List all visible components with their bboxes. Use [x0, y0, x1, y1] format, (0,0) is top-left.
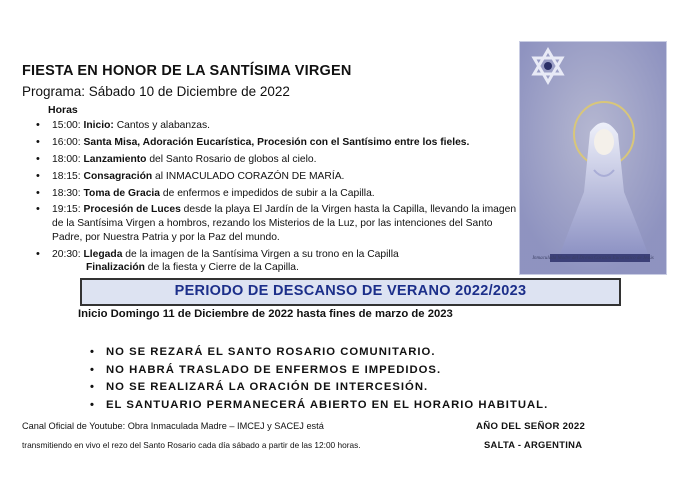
schedule-item: • 16:00: Santa Misa, Adoración Eucarística, Procesión con el Santísimo entre los fieles. — [34, 136, 519, 150]
notice-list — [90, 344, 548, 414]
schedule-item: • 18:00: Lanzamiento del Santo Rosario de globos al cielo. — [34, 153, 519, 167]
notice-item: • NO HABRÁ TRASLADO DE ENFERMOS E IMPEDIDOS. — [90, 362, 548, 380]
schedule-item: • 18:15: Consagración al INMACULADO CORAZÓN DE MARÍA. — [34, 170, 519, 184]
broadcast-note: transmitiendo en vivo el rezo del Santo Rosario cada día sábado a partir de las 12:00 horas. — [22, 440, 361, 450]
schedule-item: • 18:30: Toma de Gracia de enfermos e impedidos de subir a la Capilla. — [34, 187, 519, 201]
notice-item: • NO SE REALIZARÁ LA ORACIÓN DE INTERCESIÓN. — [90, 379, 548, 397]
location-label: SALTA - ARGENTINA — [484, 439, 583, 450]
schedule-item-final: Finalización de la fiesta y Cierre de la Capilla. — [86, 262, 299, 274]
virgin-statue-icon — [520, 42, 666, 274]
year-label: AÑO DEL SEÑOR 2022 — [476, 421, 586, 432]
notice-item: • NO SE REZARÁ EL SANTO ROSARIO COMUNITARIO. — [90, 344, 548, 362]
notice-item: • EL SANTUARIO PERMANECERÁ ABIERTO EN EL HORARIO HABITUAL. — [90, 397, 548, 415]
banner-title: PERIODO DE DESCANSO DE VERANO 2022/2023 — [174, 283, 527, 299]
schedule-item: • 19:15: Procesión de Luces desde la playa El Jardín de la Virgen hasta la Capilla, llevando la imagen de la Santísima Virgen a hombros, rezando los Misterios de la Luz, por las intenciones del Santo Padre, por Nuestra Patria y por la Paz del mundo. — [34, 203, 519, 244]
schedule-list — [34, 119, 519, 278]
program-date: Programa: Sábado 10 de Diciembre de 2022 — [22, 84, 290, 99]
period-dates: Inicio Domingo 11 de Diciembre de 2022 hasta fines de marzo de 2023 — [78, 308, 453, 320]
youtube-channel-note: Canal Oficial de Youtube: Obra Inmaculada Madre – IMCEJ y SACEJ está — [22, 421, 324, 431]
horas-label: Horas — [48, 104, 78, 116]
page-title: FIESTA EN HONOR DE LA SANTÍSIMA VIRGEN — [22, 63, 352, 79]
schedule-item: • 20:30: Llegada de la imagen de la Santísima Virgen a su trono en la Capilla — [34, 248, 519, 262]
image-caption: Inmaculada Madre del Divino Corazón Eucarístico de Jesús — [532, 256, 654, 261]
virgin-image — [519, 41, 667, 275]
schedule-item: • 15:00: Inicio: Cantos y alabanzas. — [34, 119, 519, 133]
